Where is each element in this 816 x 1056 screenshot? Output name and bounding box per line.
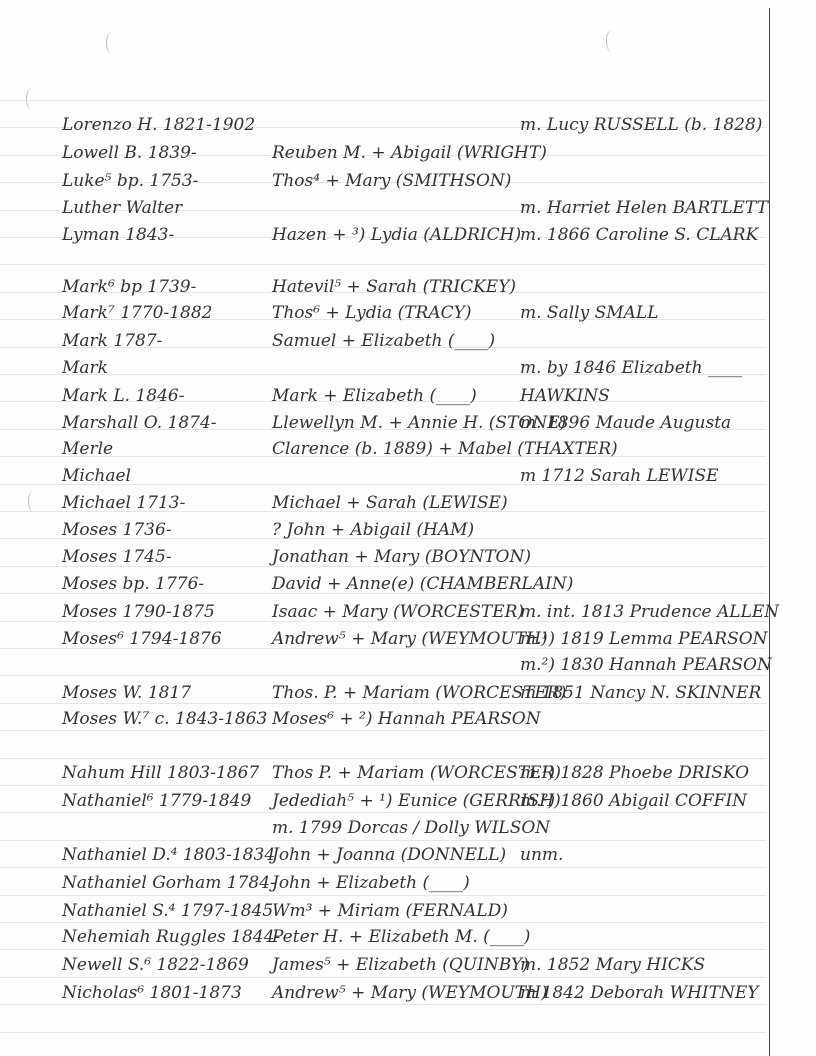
ruled-line (0, 100, 766, 101)
parents-text: Thos. P. + Mariam (WORCESTER) (272, 683, 567, 703)
parents-text: Michael + Sarah (LEWISE) (272, 493, 508, 513)
parents-text: Andrew⁵ + Mary (WEYMOUTH) (272, 629, 548, 649)
marriage-note: m 1851 Nancy N. SKINNER (520, 683, 762, 703)
list-item (0, 112, 766, 138)
marriage-note: m 1712 Sarah LEWISE (520, 466, 719, 486)
list-item (0, 274, 766, 300)
list-item (0, 383, 766, 409)
list-item (0, 195, 766, 221)
marriage-note: m. by 1846 Elizabeth ____ (520, 358, 742, 378)
parents-text: Hazen + ³) Lydia (ALDRICH) (272, 225, 522, 245)
list-item (0, 842, 766, 868)
person-name: Moses W. 1817 (62, 683, 192, 703)
person-name: Moses 1745- (62, 547, 172, 567)
person-name: Nehemiah Ruggles 1844- (62, 927, 281, 947)
parents-text: John + Elizabeth (____) (272, 873, 470, 893)
marriage-note: m.¹) 1828 Phoebe DRISKO (520, 763, 750, 783)
parents-text: Thos⁴ + Mary (SMITHSON) (272, 171, 512, 191)
marriage-note: m 1842 Deborah WHITNEY (520, 983, 759, 1003)
list-item (0, 300, 766, 326)
person-name: Nathaniel⁶ 1779-1849 (62, 791, 252, 811)
parents-text: Jedediah⁵ + ¹) Eunice (GERRISH) (272, 791, 561, 811)
marriage-note: m. 1896 Maude Augusta (520, 413, 732, 433)
binder-hole-mark (606, 30, 617, 52)
parents-text: Thos P. + Mariam (WORCESTER) (272, 763, 561, 783)
list-item (0, 788, 766, 814)
marriage-note: m. 1866 Caroline S. CLARK (520, 225, 759, 245)
parents-text: Moses⁶ + ²) Hannah PEARSON (272, 709, 541, 729)
list-item (0, 599, 780, 625)
person-name: Moses 1790-1875 (62, 602, 215, 622)
person-name: Merle (62, 439, 114, 459)
parents-text: John + Joanna (DONNELL) (272, 845, 507, 865)
list-item (0, 815, 766, 841)
marriage-note: HAWKINS (520, 386, 610, 406)
list-item (0, 952, 766, 978)
parents-text: ? John + Abigail (HAM) (272, 520, 475, 540)
list-item (0, 140, 766, 166)
person-name: Moses W.⁷ c. 1843-1863 (62, 709, 268, 729)
parents-text: Peter H. + Elizabeth M. (____) (272, 927, 531, 947)
marriage-note: m. Lucy RUSSELL (b. 1828) (520, 115, 763, 135)
parents-text: Hatevil⁵ + Sarah (TRICKEY) (272, 277, 517, 297)
list-item (0, 980, 766, 1006)
ruled-line (0, 758, 766, 759)
marriage-note: m.²) 1860 Abigail COFFIN (520, 791, 748, 811)
list-item (0, 222, 766, 248)
list-item (0, 898, 766, 924)
parents-text: David + Anne(e) (CHAMBERLAIN) (272, 574, 574, 594)
parents-text: Thos⁶ + Lydia (TRACY) (272, 303, 472, 323)
person-name: Nicholas⁶ 1801-1873 (62, 983, 242, 1003)
person-name: Michael 1713- (62, 493, 186, 513)
list-item (0, 626, 766, 652)
ruled-line (0, 264, 766, 265)
parents-text: Clarence (b. 1889) + Mabel (THAXTER) (272, 439, 618, 459)
marriage-note: m.¹) 1819 Lemma PEARSON (520, 629, 768, 649)
list-item (0, 760, 766, 786)
person-name: Mark⁶ bp 1739- (62, 277, 197, 297)
person-name: Newell S.⁶ 1822-1869 (62, 955, 249, 975)
person-name: Mark L. 1846- (62, 386, 185, 406)
parents-text: Isaac + Mary (WORCESTER) (272, 602, 525, 622)
binder-hole-mark (26, 88, 37, 110)
person-name: Mark (62, 358, 108, 378)
parents-text: Mark + Elizabeth (____) (272, 386, 477, 406)
binder-hole-mark (106, 32, 117, 54)
ruled-line (0, 1032, 766, 1033)
parents-text: m. 1799 Dorcas / Dolly WILSON (272, 818, 551, 838)
list-item (0, 680, 766, 706)
marriage-note: unm. (520, 845, 564, 865)
marriage-note: m. 1852 Mary HICKS (520, 955, 706, 975)
margin-line (769, 8, 770, 1056)
person-name: Moses 1736- (62, 520, 172, 540)
person-name: Nahum Hill 1803-1867 (62, 763, 260, 783)
parents-text: Llewellyn M. + Annie H. (STONE) (272, 413, 567, 433)
person-name: Luther Walter (62, 198, 183, 218)
person-name: Moses bp. 1776- (62, 574, 205, 594)
person-name: Marshall O. 1874- (62, 413, 217, 433)
person-name: Nathaniel D.⁴ 1803-1834 (62, 845, 276, 865)
parents-text: James⁵ + Elizabeth (QUINBY) (272, 955, 529, 975)
list-item (0, 544, 766, 570)
marriage-note: m. Harriet Helen BARTLETT (520, 198, 768, 218)
list-item (0, 924, 766, 950)
parents-text: Reuben M. + Abigail (WRIGHT) (272, 143, 547, 163)
list-item (0, 652, 772, 678)
marriage-note: m. int. 1813 Prudence ALLEN (520, 602, 780, 622)
parents-text: Samuel + Elizabeth (____) (272, 331, 496, 351)
list-item (0, 517, 766, 543)
parents-text: Andrew⁵ + Mary (WEYMOUTH) (272, 983, 548, 1003)
list-item (0, 168, 766, 194)
person-name: Moses⁶ 1794-1876 (62, 629, 222, 649)
list-item (0, 490, 766, 516)
person-name: Michael (62, 466, 131, 486)
list-item (0, 706, 766, 732)
list-item (0, 355, 766, 381)
list-item (0, 328, 766, 354)
person-name: Luke⁵ bp. 1753- (62, 171, 199, 191)
person-name: Nathaniel Gorham 1784- (62, 873, 276, 893)
person-name: Lorenzo H. 1821-1902 (62, 115, 256, 135)
list-item (0, 870, 766, 896)
parents-text: Jonathan + Mary (BOYNTON) (272, 547, 531, 567)
person-name: Nathaniel S.⁴ 1797-1845 (62, 901, 274, 921)
person-name: Lyman 1843- (62, 225, 175, 245)
parents-text: Wm³ + Miriam (FERNALD) (272, 901, 508, 921)
list-item (0, 436, 766, 462)
marriage-note: m.²) 1830 Hannah PEARSON (520, 655, 772, 675)
list-item (0, 410, 766, 436)
person-name: Lowell B. 1839- (62, 143, 197, 163)
list-item (0, 463, 766, 489)
list-item (0, 571, 766, 597)
person-name: Mark 1787- (62, 331, 163, 351)
person-name: Mark⁷ 1770-1882 (62, 303, 213, 323)
marriage-note: m. Sally SMALL (520, 303, 659, 323)
